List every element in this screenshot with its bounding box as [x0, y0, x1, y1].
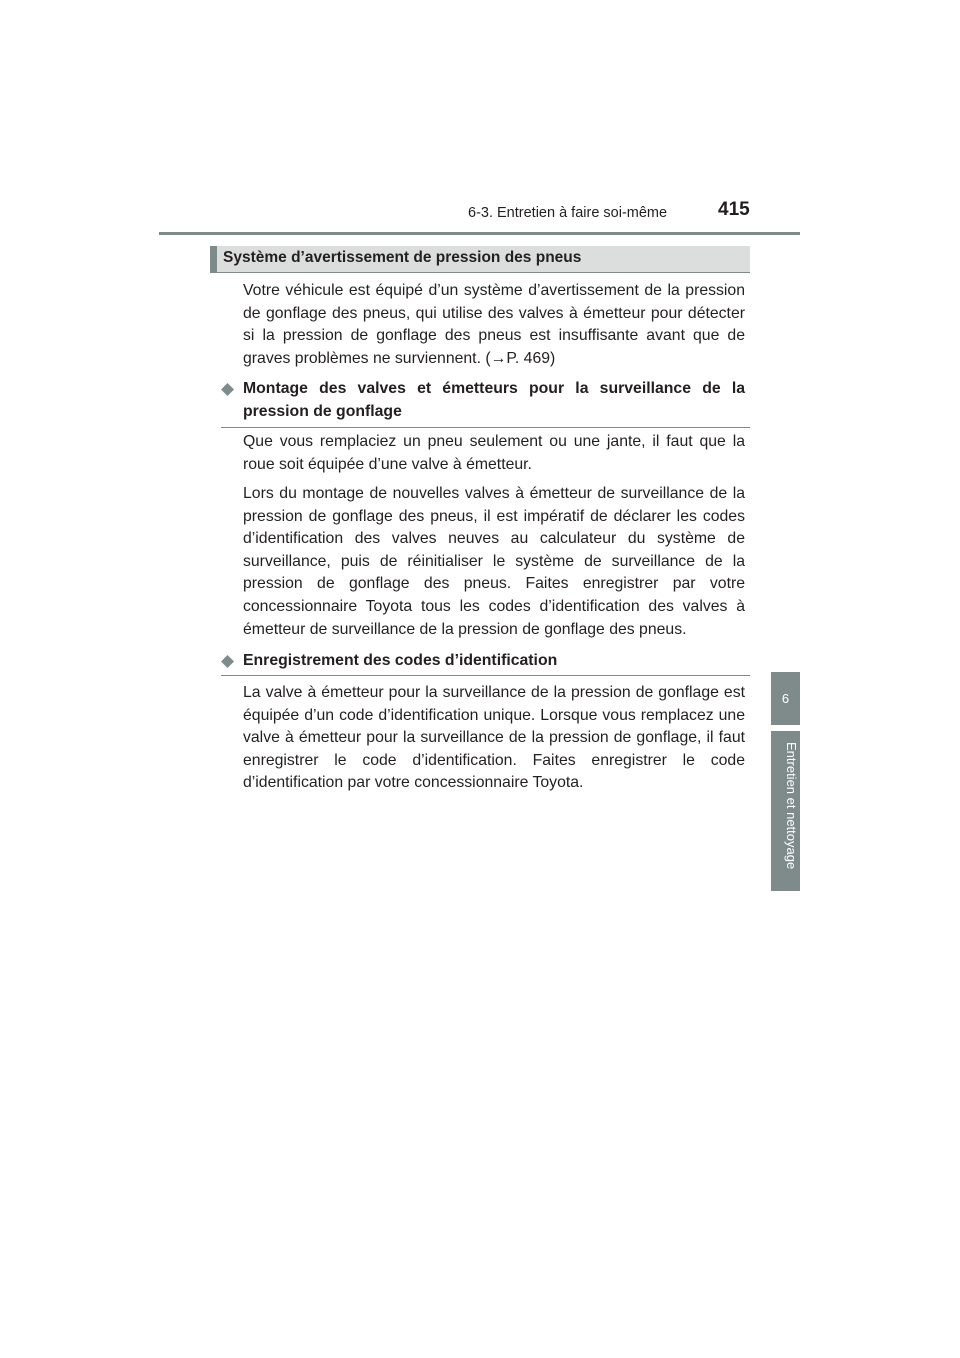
section-title-bar [210, 246, 750, 272]
chapter-tab-number: 6 [781, 691, 790, 706]
chapter-tab[interactable] [771, 672, 800, 725]
subsection-title: Enregistrement des codes d’identification [243, 652, 558, 669]
subsection-rule [221, 427, 750, 428]
page-number: 415 [718, 199, 750, 220]
paragraph: La valve à émetteur pour la surveillance de la pression de gonflage est équipée d’un code d’identification unique. Lorsque vous remplacez une valve à émetteur pour la surveillance de la pression de gonflage, il faut enregistrer le code d’identification. Faites enregistrer le code d’identification par votre concessionnaire Toyota. [243, 684, 745, 792]
chapter-section-label: 6-3. Entretien à faire soi-même [468, 205, 668, 221]
paragraph: Que vous remplaciez un pneu seulement ou une jante, il faut que la roue soit équipée d’une valve à émetteur. [243, 433, 745, 473]
subsection-rule [221, 675, 750, 676]
intro-paragraph: Votre véhicule est équipé d’un système d’avertissement de la pression de gonflage des pneus, qui utilise des valves à émetteur pour détecter si la pression de gonflage des pneus est insuffisante avant que de graves problèmes ne surviennent. (→P. 469) [243, 282, 745, 367]
chapter-tab-label: Entretien et nettoyage [784, 742, 799, 870]
diamond-bullet-icon [221, 383, 234, 396]
subsection-title: Montage des valves et émetteurs pour la surveillance de la pression de gonflage [243, 380, 745, 420]
header-rule [159, 232, 800, 235]
diamond-bullet-icon [221, 655, 234, 668]
paragraph: Lors du montage de nouvelles valves à émetteur de surveillance de la pression de gonflage des pneus, il est impératif de déclarer les codes d’identification des valves neuves au calculateur du système de surveillance, puis de réinitialiser le système de surveillance de la pression de gonflage des pneus. Faites enregistrer par votre concessionnaire Toyota tous les codes d’identification des valves à émetteur de surveillance de la pression de gonflage des pneus. [243, 485, 745, 638]
section-title: Système d’avertissement de pression des pneus [223, 249, 582, 266]
